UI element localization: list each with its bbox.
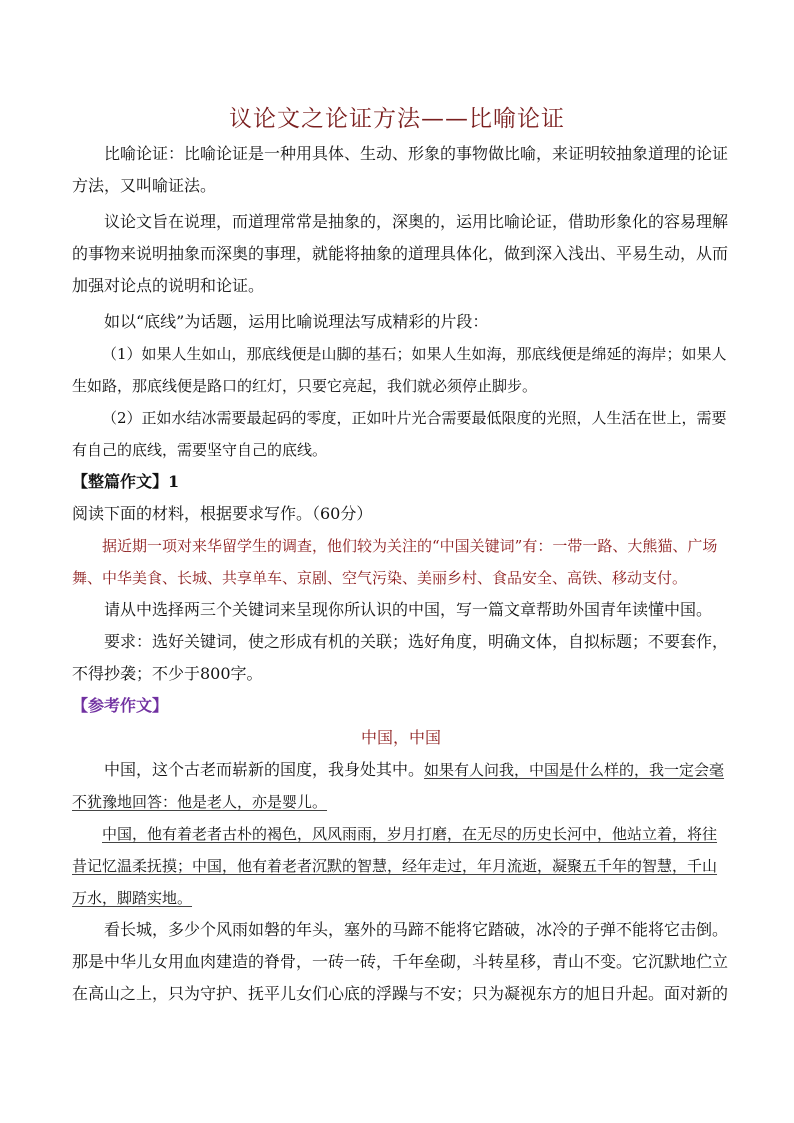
essay-heading: 【整篇作文】1	[72, 472, 180, 491]
purpose-paragraph: 议论文旨在说理，而道理常常是抽象的，深奥的，运用比喻论证，借助形象化的容易理解的事物来说明抽象而深奥的事理，就能将抽象的道理具体化，做到深入浅出、平易生动，从而加强对论点的说明和论证。	[72, 212, 729, 295]
reference-title: 中国，中国	[360, 728, 441, 747]
task-paragraph: 请从中选择两三个关键词来呈现你所认识的中国，写一篇文章帮助外国青年读懂中国。	[104, 600, 713, 619]
reference-heading: 【参考作文】	[72, 696, 169, 715]
ref-p2-underlined: 中国，他有着老者古朴的褐色，风风雨雨，岁月打磨，在无尽的历史长河中，他站立着，将往昔记忆温柔抚摸；中国，他有着老者沉默的智慧，经年走过，年月流逝，凝聚五千年的智慧，千山万水，脚踏实地。	[72, 825, 718, 907]
page-title: 议论文之论证方法——比喻论证	[229, 106, 565, 132]
definition-paragraph: 比喻论证：比喻论证是一种用具体、生动、形象的事物做比喻，来证明较抽象道理的论证方法，又叫喻证法。	[72, 144, 729, 195]
document-body	[72, 138, 730, 1010]
requirements-paragraph: 要求：选好关键词，使之形成有机的关联；选好角度，明确文体，自拟标题；不要套作，不得抄袭；不少于800字。	[72, 632, 729, 683]
example-intro: 如以“底线”为话题，运用比喻说理法写成精彩的片段：	[104, 312, 489, 331]
ref-p1-underlined: 如果有人问我，中国是什么样的，我一定会毫不犹豫地回答：他是老人，亦是婴儿。	[72, 761, 725, 811]
reference-paragraph-3: 看长城，多少个风雨如磐的年头，塞外的马蹄不能将它踏破，冰冷的子弹不能将它击倒。那是中华儿女用血肉建造的脊骨，一砖一砖，千年垒砌，斗转星移，青山不变。它沉默地伫立在高山之上，只为守护、抚平儿女们心底的浮躁与不安；只为凝视东方的旭日升起。面对新的	[72, 920, 729, 1003]
example-2: （2）正如水结冰需要最起码的零度，正如叶片光合需要最低限度的光照，人生活在世上，需要有自己的底线，需要坚守自己的底线。	[72, 409, 727, 459]
reference-paragraph-2	[72, 818, 730, 914]
example-1: （1）如果人生如山，那底线便是山脚的基石；如果人生如海，那底线便是绵延的海岸；如果人生如路，那底线便是路口的红灯，只要它亮起，我们就必须停止脚步。	[72, 345, 727, 395]
material-paragraph: 据近期一项对来华留学生的调查，他们较为关注的“中国关键词”有：一带一路、大熊猫、广场舞、中华美食、长城、共享单车、京剧、空气污染、美丽乡村、食品安全、高铁、移动支付。	[72, 537, 718, 587]
essay-instruction: 阅读下面的材料，根据要求写作。（60分）	[72, 504, 373, 523]
ref-p1-plain: 中国，这个古老而崭新的国度，我身处其中。	[104, 760, 425, 779]
reference-paragraph-1	[72, 754, 730, 818]
